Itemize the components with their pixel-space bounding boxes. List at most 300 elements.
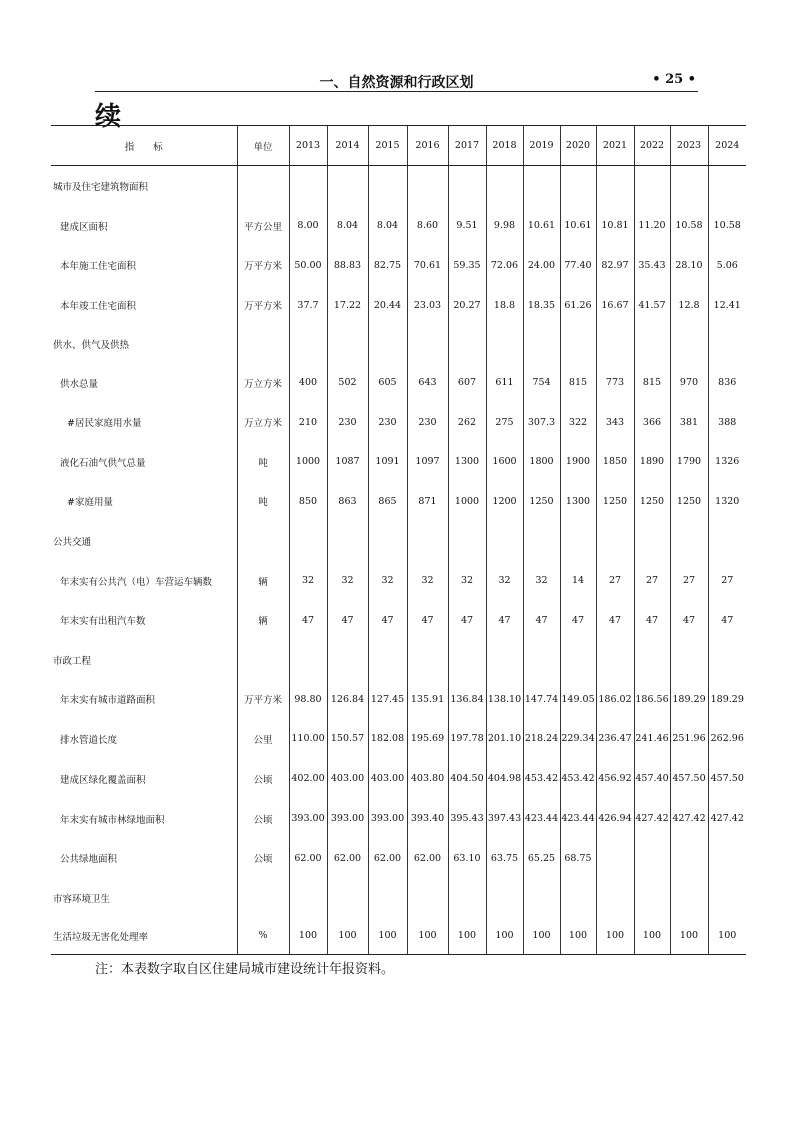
column-header-year: 2021	[596, 126, 634, 166]
cell-value: 47	[368, 601, 407, 640]
cell-value: 229.34	[560, 719, 596, 759]
cell-value	[289, 878, 327, 918]
cell-value: 815	[634, 363, 670, 403]
row-unit: 平方公里	[237, 207, 289, 245]
cell-value: 218.24	[523, 719, 560, 759]
table-body	[51, 166, 746, 955]
cell-value: 32	[448, 561, 486, 601]
column-header-year: 2016	[407, 126, 448, 166]
cell-value: 236.47	[596, 719, 634, 759]
cell-value: 32	[486, 561, 523, 601]
cell-value	[486, 640, 523, 680]
table-row	[51, 601, 746, 640]
cell-value: 456.92	[596, 759, 634, 799]
cell-value: 1890	[634, 442, 670, 482]
cell-value: 28.10	[670, 245, 708, 286]
cell-value: 100	[407, 918, 448, 955]
cell-value: 62.00	[407, 839, 448, 878]
cell-value: 10.61	[560, 207, 596, 245]
cell-value: 63.75	[486, 839, 523, 878]
cell-value: 100	[486, 918, 523, 955]
cell-value: 100	[448, 918, 486, 955]
cell-value	[708, 839, 746, 878]
column-header-year: 2014	[327, 126, 368, 166]
cell-value: 366	[634, 403, 670, 442]
cell-value: 20.44	[368, 286, 407, 325]
cell-value: 388	[708, 403, 746, 442]
cell-value	[486, 166, 523, 207]
row-label: 年末实有城市道路面积	[60, 695, 156, 706]
cell-value	[368, 640, 407, 680]
cell-value: 47	[708, 601, 746, 640]
cell-value	[708, 640, 746, 680]
cell-value: 1091	[368, 442, 407, 482]
row-unit: 辆	[237, 561, 289, 601]
cell-value: 1300	[560, 482, 596, 521]
row-unit: %	[237, 918, 289, 955]
row-unit: 公里	[237, 719, 289, 759]
table-row	[51, 207, 746, 245]
cell-value	[670, 640, 708, 680]
cell-value: 82.97	[596, 245, 634, 286]
cell-value: 62.00	[289, 839, 327, 878]
cell-value: 502	[327, 363, 368, 403]
table-row	[51, 166, 746, 207]
cell-value	[368, 521, 407, 561]
cell-value: 100	[327, 918, 368, 955]
cell-value: 70.61	[407, 245, 448, 286]
table-row	[51, 363, 746, 403]
row-label: 供水总量	[60, 378, 99, 390]
cell-value: 47	[327, 601, 368, 640]
cell-value: 100	[368, 918, 407, 955]
table-row	[51, 521, 746, 561]
cell-value: 9.51	[448, 207, 486, 245]
cell-value: 307.3	[523, 403, 560, 442]
table-row	[51, 839, 746, 878]
cell-value: 8.60	[407, 207, 448, 245]
cell-value: 1097	[407, 442, 448, 482]
row-label: 市政工程	[53, 655, 92, 667]
cell-value: 230	[327, 403, 368, 442]
cell-value: 393.40	[407, 799, 448, 839]
cell-value: 10.58	[708, 207, 746, 245]
statistics-table	[51, 125, 746, 955]
table-row	[51, 442, 746, 482]
cell-value: 35.43	[634, 245, 670, 286]
cell-value: 1000	[289, 442, 327, 482]
table-row	[51, 482, 746, 521]
table-footnote: 注：本表数字取自区住建局城市建设统计年报资料。	[95, 962, 395, 977]
cell-value: 1850	[596, 442, 634, 482]
cell-value	[368, 166, 407, 207]
cell-value: 1326	[708, 442, 746, 482]
cell-value	[670, 166, 708, 207]
cell-value: 262.96	[708, 719, 746, 759]
row-unit: 公顷	[237, 759, 289, 799]
cell-value: 149.05	[560, 680, 596, 719]
table-row	[51, 799, 746, 839]
row-unit: 公顷	[237, 799, 289, 839]
column-header-year: 2024	[708, 126, 746, 166]
row-label: #居民家庭用水量	[67, 418, 142, 429]
cell-value: 230	[368, 403, 407, 442]
cell-value	[289, 521, 327, 561]
row-label: 本年竣工住宅面积	[60, 301, 137, 312]
cell-value: 59.35	[448, 245, 486, 286]
row-unit	[237, 878, 289, 918]
cell-value: 186.56	[634, 680, 670, 719]
cell-value: 241.46	[634, 719, 670, 759]
cell-value: 150.57	[327, 719, 368, 759]
page-number: • 25 •	[652, 72, 696, 87]
row-unit: 公顷	[237, 839, 289, 878]
cell-value: 8.00	[289, 207, 327, 245]
cell-value: 197.78	[448, 719, 486, 759]
cell-value: 100	[523, 918, 560, 955]
cell-value: 343	[596, 403, 634, 442]
cell-value: 17.22	[327, 286, 368, 325]
cell-value: 201.10	[486, 719, 523, 759]
row-unit	[237, 325, 289, 363]
cell-value: 100	[596, 918, 634, 955]
cell-value	[670, 839, 708, 878]
cell-value: 62.00	[327, 839, 368, 878]
cell-value: 397.43	[486, 799, 523, 839]
cell-value	[634, 839, 670, 878]
cell-value: 18.35	[523, 286, 560, 325]
table-row	[51, 561, 746, 601]
cell-value: 186.02	[596, 680, 634, 719]
cell-value	[407, 521, 448, 561]
cell-value: 61.26	[560, 286, 596, 325]
cell-value	[448, 878, 486, 918]
cell-value	[448, 166, 486, 207]
cell-value	[289, 166, 327, 207]
cell-value: 138.10	[486, 680, 523, 719]
cell-value: 41.57	[634, 286, 670, 325]
row-unit: 吨	[237, 482, 289, 521]
table-row	[51, 286, 746, 325]
cell-value: 10.61	[523, 207, 560, 245]
cell-value	[596, 839, 634, 878]
cell-value	[523, 878, 560, 918]
cell-value: 77.40	[560, 245, 596, 286]
cell-value: 404.98	[486, 759, 523, 799]
cell-value: 850	[289, 482, 327, 521]
table-row	[51, 325, 746, 363]
cell-value: 47	[634, 601, 670, 640]
cell-value: 453.42	[560, 759, 596, 799]
cell-value	[596, 521, 634, 561]
cell-value: 403.00	[368, 759, 407, 799]
cell-value: 27	[708, 561, 746, 601]
cell-value: 32	[289, 561, 327, 601]
cell-value	[486, 521, 523, 561]
cell-value: 1000	[448, 482, 486, 521]
cell-value	[368, 878, 407, 918]
cell-value: 426.94	[596, 799, 634, 839]
row-unit	[237, 166, 289, 207]
cell-value	[596, 878, 634, 918]
cell-value	[327, 521, 368, 561]
column-header-unit: 单位	[237, 126, 289, 166]
cell-value: 423.44	[523, 799, 560, 839]
cell-value: 1250	[634, 482, 670, 521]
cell-value	[708, 521, 746, 561]
cell-value	[670, 878, 708, 918]
cell-value	[634, 878, 670, 918]
cell-value: 262	[448, 403, 486, 442]
cell-value: 100	[560, 918, 596, 955]
cell-value: 970	[670, 363, 708, 403]
table-header-row	[51, 126, 746, 166]
cell-value: 20.27	[448, 286, 486, 325]
column-header-year: 2015	[368, 126, 407, 166]
cell-value: 12.41	[708, 286, 746, 325]
cell-value: 8.04	[368, 207, 407, 245]
cell-value: 65.25	[523, 839, 560, 878]
row-label: 公共交通	[53, 536, 92, 548]
cell-value: 189.29	[670, 680, 708, 719]
cell-value: 47	[448, 601, 486, 640]
cell-value: 402.00	[289, 759, 327, 799]
cell-value: 100	[670, 918, 708, 955]
table-row	[51, 640, 746, 680]
cell-value: 72.06	[486, 245, 523, 286]
cell-value: 62.00	[368, 839, 407, 878]
cell-value: 98.80	[289, 680, 327, 719]
cell-value: 275	[486, 403, 523, 442]
table-row	[51, 680, 746, 719]
cell-value	[560, 878, 596, 918]
row-unit: 万平方米	[237, 245, 289, 286]
row-unit: 吨	[237, 442, 289, 482]
column-header-year: 2019	[523, 126, 560, 166]
column-header-year: 2020	[560, 126, 596, 166]
cell-value: 126.84	[327, 680, 368, 719]
cell-value	[634, 521, 670, 561]
cell-value: 32	[523, 561, 560, 601]
row-label: 建成区绿化覆盖面积	[60, 774, 146, 786]
cell-value: 453.42	[523, 759, 560, 799]
cell-value: 88.83	[327, 245, 368, 286]
cell-value: 1600	[486, 442, 523, 482]
cell-value	[407, 878, 448, 918]
cell-value: 210	[289, 403, 327, 442]
cell-value: 47	[596, 601, 634, 640]
cell-value: 611	[486, 363, 523, 403]
row-unit: 辆	[237, 601, 289, 640]
cell-value: 607	[448, 363, 486, 403]
cell-value	[560, 166, 596, 207]
row-unit: 万平方米	[237, 680, 289, 719]
cell-value: 47	[560, 601, 596, 640]
cell-value: 1087	[327, 442, 368, 482]
table-row	[51, 719, 746, 759]
table-row	[51, 245, 746, 286]
cell-value	[634, 166, 670, 207]
cell-value: 195.69	[407, 719, 448, 759]
cell-value	[448, 640, 486, 680]
cell-value: 24.00	[523, 245, 560, 286]
row-label: 建成区面积	[60, 221, 108, 233]
row-label: 市容环境卫生	[53, 893, 111, 905]
cell-value: 381	[670, 403, 708, 442]
cell-value	[560, 521, 596, 561]
cell-value: 5.06	[708, 245, 746, 286]
cell-value: 47	[523, 601, 560, 640]
cell-value: 400	[289, 363, 327, 403]
cell-value: 47	[486, 601, 523, 640]
cell-value	[327, 640, 368, 680]
cell-value: 863	[327, 482, 368, 521]
cell-value	[448, 325, 486, 363]
cell-value: 773	[596, 363, 634, 403]
row-unit: 万立方米	[237, 403, 289, 442]
cell-value: 37.7	[289, 286, 327, 325]
cell-value	[560, 325, 596, 363]
cell-value: 1250	[596, 482, 634, 521]
cell-value	[596, 640, 634, 680]
cell-value: 643	[407, 363, 448, 403]
cell-value: 16.67	[596, 286, 634, 325]
cell-value: 127.45	[368, 680, 407, 719]
table-row	[51, 918, 746, 955]
cell-value: 605	[368, 363, 407, 403]
cell-value: 27	[634, 561, 670, 601]
cell-value: 50.00	[289, 245, 327, 286]
row-unit: 万平方米	[237, 286, 289, 325]
row-label: 排水管道长度	[60, 734, 118, 746]
cell-value	[523, 640, 560, 680]
cell-value: 393.00	[289, 799, 327, 839]
cell-value: 865	[368, 482, 407, 521]
cell-value: 63.10	[448, 839, 486, 878]
cell-value	[596, 166, 634, 207]
row-label: 本年施工住宅面积	[60, 261, 137, 272]
cell-value: 1250	[670, 482, 708, 521]
cell-value: 11.20	[634, 207, 670, 245]
cell-value: 427.42	[634, 799, 670, 839]
cell-value: 27	[670, 561, 708, 601]
cell-value	[560, 640, 596, 680]
cell-value: 189.29	[708, 680, 746, 719]
cell-value	[327, 166, 368, 207]
cell-value	[368, 325, 407, 363]
cell-value: 8.04	[327, 207, 368, 245]
cell-value: 457.40	[634, 759, 670, 799]
cell-value: 251.96	[670, 719, 708, 759]
row-label: 年末实有公共汽（电）车营运车辆数	[60, 576, 213, 588]
cell-value: 100	[634, 918, 670, 955]
cell-value: 393.00	[368, 799, 407, 839]
cell-value: 32	[407, 561, 448, 601]
cell-value: 23.03	[407, 286, 448, 325]
cell-value: 1200	[486, 482, 523, 521]
cell-value	[448, 521, 486, 561]
cell-value: 871	[407, 482, 448, 521]
cell-value: 395.43	[448, 799, 486, 839]
cell-value: 136.84	[448, 680, 486, 719]
cell-value: 9.98	[486, 207, 523, 245]
cell-value: 14	[560, 561, 596, 601]
cell-value	[289, 640, 327, 680]
running-header	[95, 70, 698, 90]
cell-value: 10.81	[596, 207, 634, 245]
cell-value: 403.00	[327, 759, 368, 799]
cell-value: 18.8	[486, 286, 523, 325]
cell-value: 32	[368, 561, 407, 601]
table-row	[51, 759, 746, 799]
cell-value	[486, 325, 523, 363]
row-label: 年末实有出租汽车数	[60, 616, 146, 627]
cell-value	[523, 166, 560, 207]
cell-value: 82.75	[368, 245, 407, 286]
column-header-year: 2017	[448, 126, 486, 166]
row-unit	[237, 640, 289, 680]
cell-value	[634, 325, 670, 363]
cell-value: 32	[327, 561, 368, 601]
cell-value: 393.00	[327, 799, 368, 839]
cell-value: 427.42	[670, 799, 708, 839]
column-header-year: 2023	[670, 126, 708, 166]
cell-value	[708, 878, 746, 918]
row-unit: 万立方米	[237, 363, 289, 403]
column-header-year: 2018	[486, 126, 523, 166]
cell-value: 10.58	[670, 207, 708, 245]
cell-value: 230	[407, 403, 448, 442]
chapter-title: 一、自然资源和行政区划	[319, 75, 474, 91]
column-header-indicator: 指 标	[51, 126, 237, 166]
cell-value: 100	[708, 918, 746, 955]
cell-value	[407, 325, 448, 363]
cell-value: 457.50	[670, 759, 708, 799]
cell-value: 110.00	[289, 719, 327, 759]
column-header-year: 2013	[289, 126, 327, 166]
cell-value: 1250	[523, 482, 560, 521]
cell-value	[596, 325, 634, 363]
table-row	[51, 878, 746, 918]
cell-value: 182.08	[368, 719, 407, 759]
row-label: #家庭用量	[67, 497, 113, 508]
cell-value: 100	[289, 918, 327, 955]
cell-value: 47	[670, 601, 708, 640]
row-label: 城市及住宅建筑物面积	[53, 182, 149, 194]
cell-value: 47	[407, 601, 448, 640]
cell-value: 427.42	[708, 799, 746, 839]
cell-value	[407, 640, 448, 680]
continued-label: 续	[95, 102, 122, 132]
cell-value	[523, 521, 560, 561]
cell-value: 12.8	[670, 286, 708, 325]
cell-value: 1300	[448, 442, 486, 482]
header-rule	[95, 91, 698, 92]
cell-value: 1790	[670, 442, 708, 482]
cell-value	[708, 325, 746, 363]
cell-value	[523, 325, 560, 363]
cell-value: 147.74	[523, 680, 560, 719]
cell-value	[327, 878, 368, 918]
cell-value	[708, 166, 746, 207]
cell-value: 836	[708, 363, 746, 403]
row-label: 生活垃圾无害化处理率	[51, 918, 237, 955]
cell-value: 47	[289, 601, 327, 640]
cell-value	[670, 521, 708, 561]
row-label: 年末实有城市林绿地面积	[60, 814, 165, 826]
cell-value	[486, 878, 523, 918]
cell-value: 135.91	[407, 680, 448, 719]
